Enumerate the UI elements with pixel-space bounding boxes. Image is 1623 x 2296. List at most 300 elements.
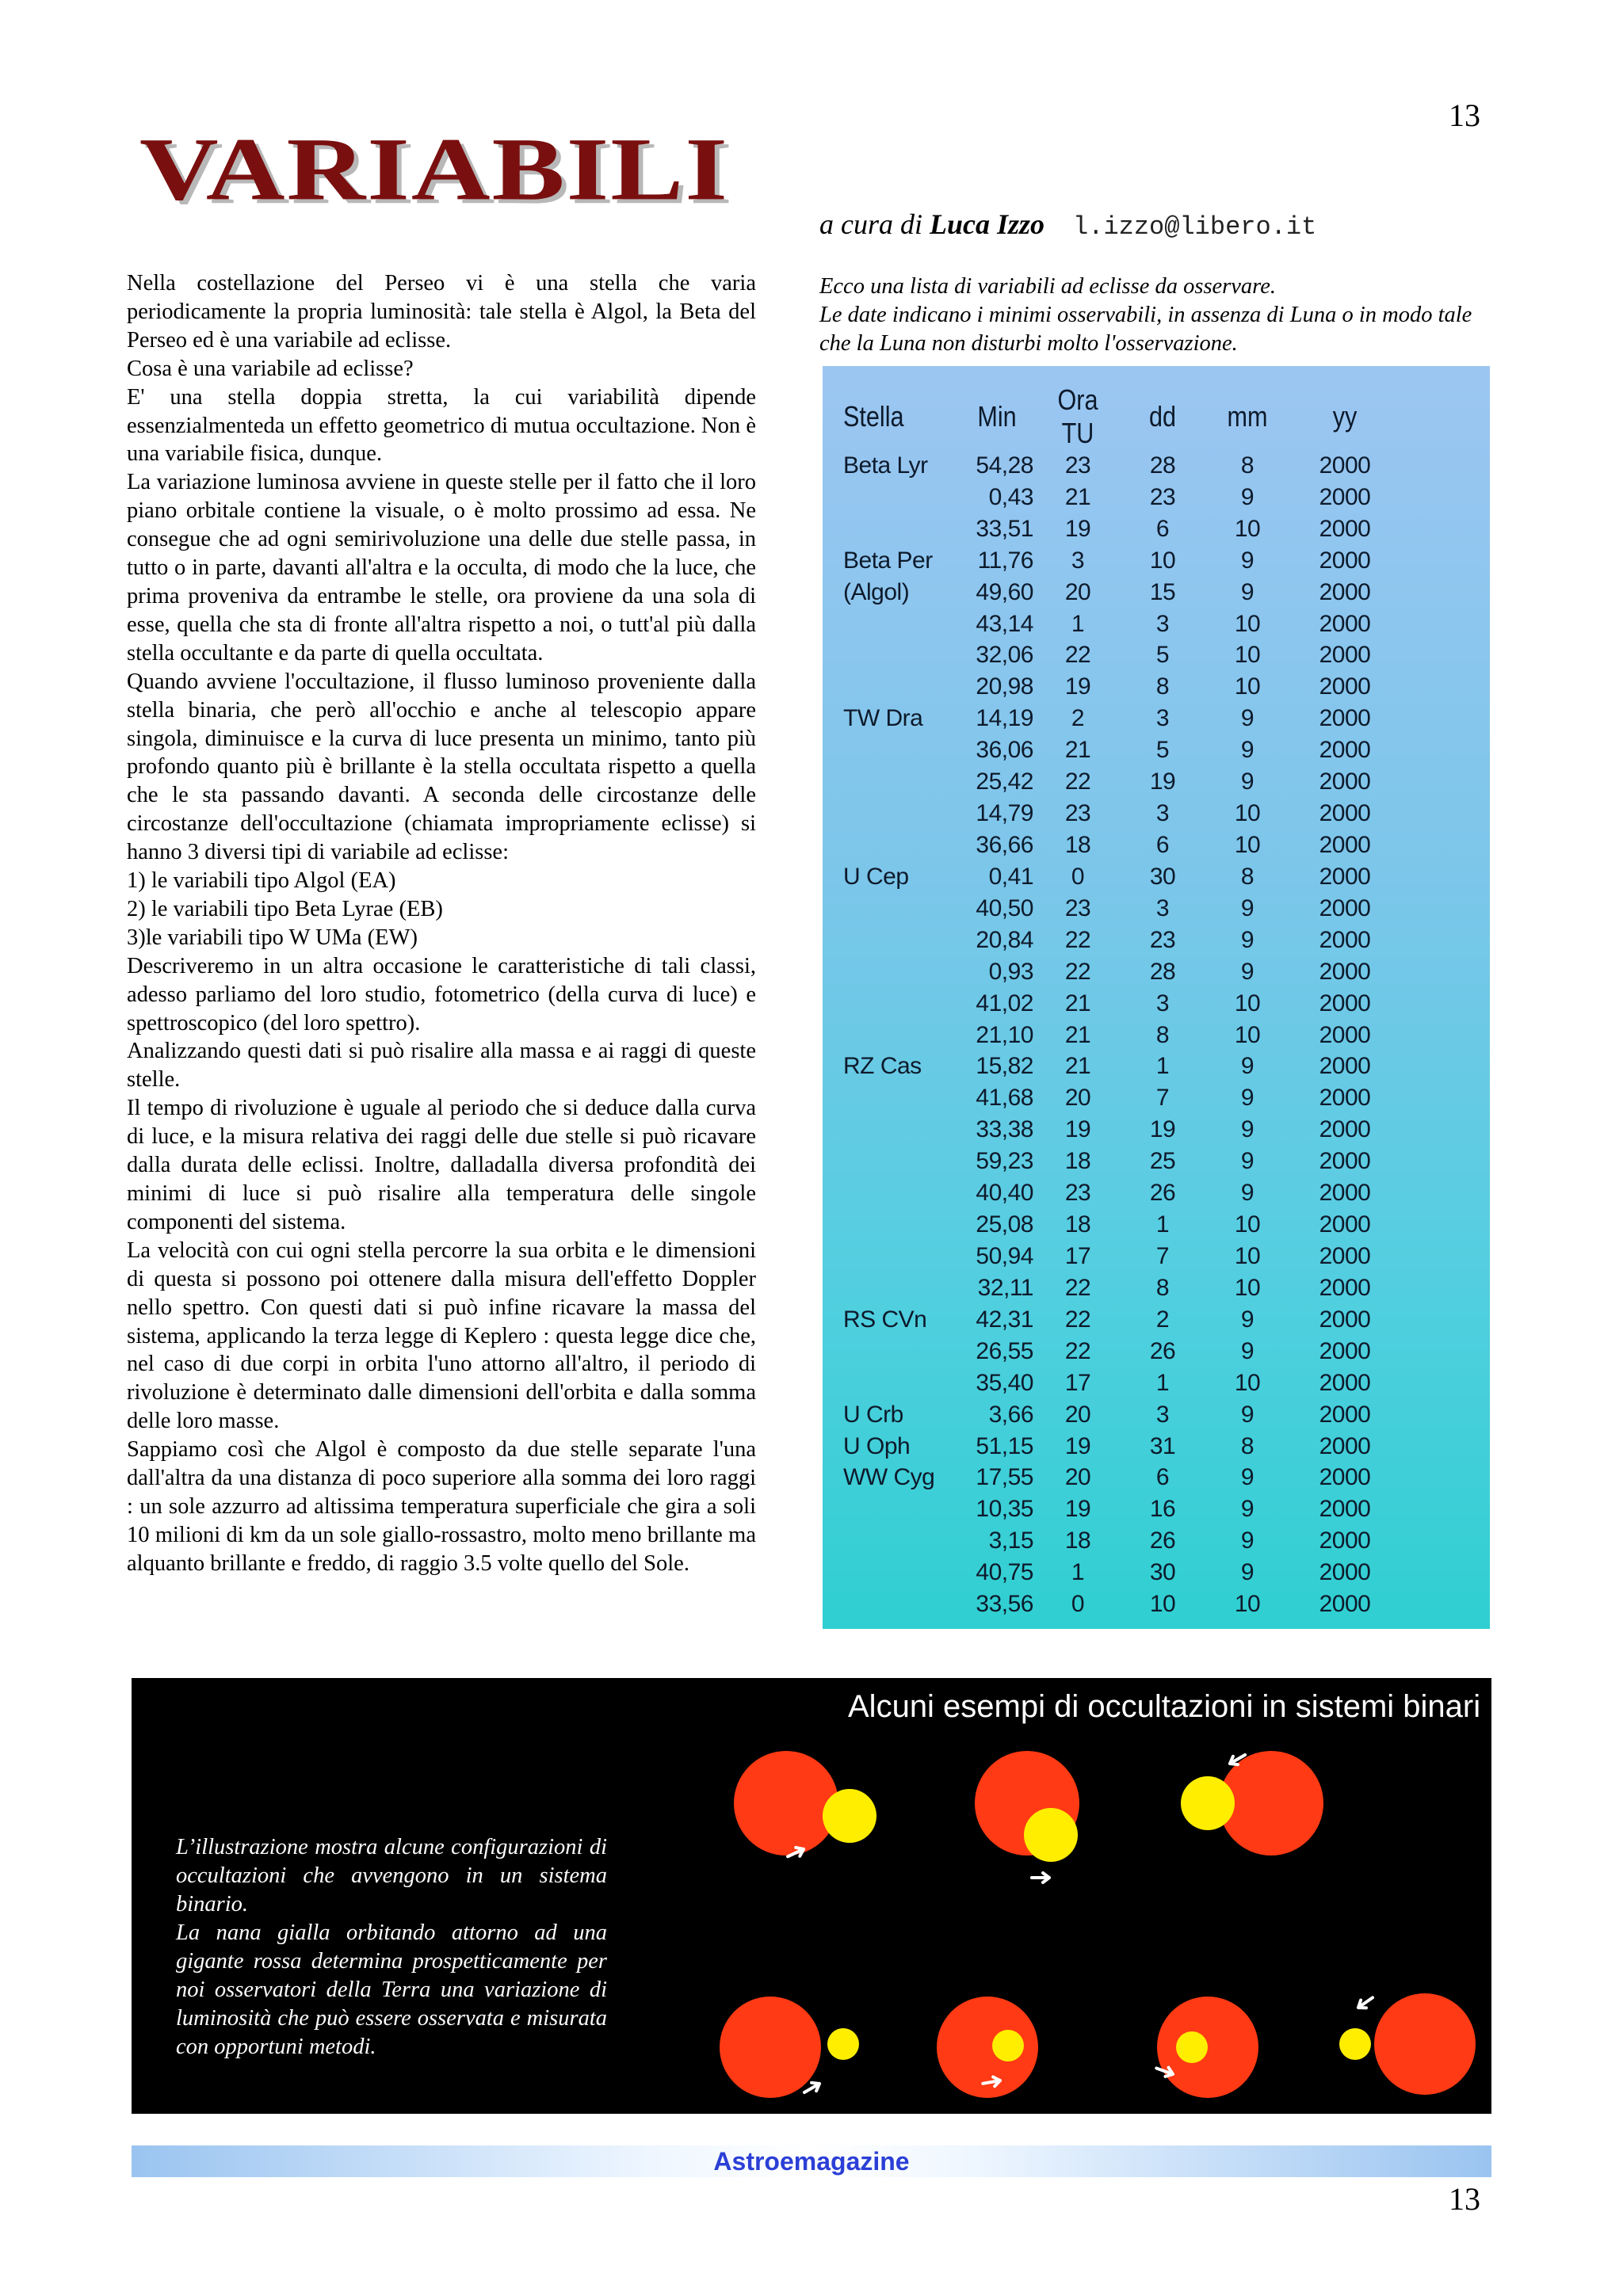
cell-mm: 10 [1234,832,1261,859]
cell-ora-tu: 22 [1064,1337,1091,1364]
cell-yy: 2000 [1319,1559,1371,1586]
table-row [843,513,1409,545]
cell-yy: 2000 [1319,1464,1371,1491]
table-row [843,830,1409,861]
body-paragraph: La velocità con cui ogni stella percorre la sua orbita e le dimensioni di questa si possono poi ottenere dalla misura dell'effetto Doppler nello spettro. Con questi dati si può infine ricavare la massa del sistema, applicando la terza legge di Keplero : questa legge dice che, nel caso di due corpi in orbita l'uno attorno all'altro, il periodo di rivoluzione è determinato dalle dimensioni dell'orbita e dalla somma delle loro masse. [127,1238,756,1434]
cell-min: 36,06 [976,737,1033,764]
cell-ora-tu: 20 [1064,1085,1091,1112]
cell-dd: 30 [1149,863,1176,890]
cell-stella [843,798,949,830]
cell-yy: 2000 [1319,1085,1371,1112]
yellow-dwarf-star [992,2030,1024,2061]
cell-min: 40,50 [976,894,1033,921]
cell-min: 32,11 [977,1274,1033,1301]
cell-ora-tu: 17 [1064,1369,1091,1396]
cell-mm: 10 [1234,800,1261,827]
table-row [843,1177,1409,1209]
intro-line: Ecco una lista di variabili ad eclisse da osservare. [819,274,1276,299]
cell-dd: 28 [1149,958,1176,985]
cell-mm: 9 [1240,1337,1254,1364]
cell-ora-tu: 1 [1071,1559,1085,1586]
cell-yy: 2000 [1319,1401,1371,1428]
table-row [843,988,1409,1020]
cell-yy: 2000 [1319,990,1371,1016]
cell-stella [843,988,949,1020]
header-dd: dd [1148,400,1177,433]
cell-dd: 5 [1155,737,1170,764]
cell-mm: 9 [1240,769,1254,795]
yellow-dwarf-star [1181,1776,1235,1830]
body-paragraph: Quando avviene l'occultazione, il flusso luminoso proveniente dalla stella binaria, che però all'occhio e anche al telescopio appare singola, diminuisce e la curva di luce presenta un minimo, tanto più profondo quanto più è brillante è la stella occultata rispetto a quella che le sta passando davanti. A seconda delle circostanze delle circostanze dell'occultazione (chiamata impropriamente eclisse) si hanno 3 diversi tipi di variabile ad eclisse: [127,669,756,865]
cell-ora-tu: 18 [1064,832,1091,859]
cell-ora-tu: 22 [1064,769,1091,795]
cell-mm: 9 [1240,1085,1254,1112]
table-intro [819,273,1501,358]
cell-yy: 2000 [1319,1180,1371,1207]
table-row [843,1493,1409,1525]
author-email[interactable]: l.izzo@libero.it [1073,212,1317,242]
cell-dd: 6 [1155,515,1170,542]
cell-stella [843,1272,949,1304]
header-ora-tu: Ora TU [1057,383,1098,449]
cell-ora-tu: 22 [1064,926,1091,953]
cell-mm: 9 [1240,958,1254,985]
cell-yy: 2000 [1319,1148,1371,1175]
cell-stella [843,1336,949,1367]
cell-mm: 10 [1234,990,1261,1016]
cell-min: 20,84 [976,926,1033,953]
cell-ora-tu: 17 [1064,1243,1091,1269]
cell-stella [843,1020,949,1051]
table-row [843,1399,1409,1431]
table-row [843,1336,1409,1367]
occultation-diagram [697,1678,1491,2114]
cell-min: 40,75 [976,1559,1033,1586]
cell-yy: 2000 [1319,1369,1371,1396]
cell-mm: 9 [1240,1464,1254,1491]
cell-yy: 2000 [1319,705,1371,732]
cell-stella [843,1146,949,1177]
cell-min: 59,23 [976,1148,1033,1175]
cell-yy: 2000 [1319,800,1371,827]
table-row [843,1082,1409,1114]
cell-dd: 23 [1149,926,1176,953]
table-row [843,577,1409,608]
cell-min: 26,55 [976,1337,1033,1364]
cell-mm: 9 [1240,547,1254,574]
cell-yy: 2000 [1319,1243,1371,1269]
table-row [843,1431,1409,1463]
page-number-bottom: 13 [1449,2181,1480,2217]
cell-stella: Beta Per [843,547,933,574]
cell-dd: 30 [1149,1559,1176,1586]
cell-ora-tu: 20 [1064,578,1091,605]
cell-mm: 10 [1234,642,1261,669]
motion-arrow-icon [1032,1873,1049,1882]
cell-mm: 9 [1240,894,1254,921]
cell-min: 41,68 [976,1085,1033,1112]
cell-yy: 2000 [1319,1053,1371,1080]
yellow-dwarf-star [1024,1808,1078,1862]
cell-min: 0,43 [988,483,1033,510]
yellow-dwarf-star [823,1789,876,1843]
header-min: Min [977,400,1017,433]
body-paragraph: E' una stella doppia stretta, la cui variabilità dipende essenzialmenteda un effetto geometrico di mutua occultazione. Non è una variabile fisica, dunque. [127,384,756,467]
cell-dd: 8 [1155,1274,1170,1301]
cell-stella [843,1114,949,1146]
cell-yy: 2000 [1319,958,1371,985]
intro-line: Le date indicano i minimi osservabili, in assenza di Luna o in modo tale che la Luna non disturbi molto l'osservazione. [819,302,1472,356]
cell-mm: 8 [1240,863,1254,890]
cell-ora-tu: 23 [1064,894,1091,921]
cell-ora-tu: 18 [1064,1527,1091,1554]
cell-ora-tu: 23 [1064,800,1091,827]
table-row [843,1241,1409,1272]
cell-min: 14,79 [976,800,1033,827]
cell-ora-tu: 19 [1064,1116,1091,1143]
cell-stella [843,671,949,703]
cell-yy: 2000 [1319,1337,1371,1364]
cell-dd: 16 [1149,1496,1176,1523]
cell-stella [843,1241,949,1272]
cell-yy: 2000 [1319,610,1371,637]
cell-stella [843,608,949,640]
table-row [843,482,1409,513]
cell-stella [843,734,949,766]
yellow-dwarf-star [827,2028,859,2060]
eclipsing-variables-table [843,383,1409,1620]
table-header-row [843,383,1409,450]
cell-ora-tu: 1 [1071,610,1085,637]
table-row [843,703,1409,734]
body-paragraph: La variazione luminosa avviene in queste stelle per il fatto che il loro piano orbitale contiene la visuale, o è molto prossimo ad essa. Ne consegue che ad ogni semirivoluzione una delle due stelle passa, in tutto o in parte, davanti all'altra e la occulta, di modo che la luce, che prima proveniva da entrambe le stelle, ora proviene da una sola di esse, quella che sta di fronte all'altra rispetto a noi, o tutt'al più dalla stella occultante e da parte di quella occultata. [127,470,756,666]
cell-ora-tu: 3 [1071,547,1085,574]
cell-min: 25,08 [976,1211,1033,1238]
cell-yy: 2000 [1319,832,1371,859]
cell-stella [843,766,949,798]
cell-yy: 2000 [1319,1432,1371,1459]
cell-dd: 1 [1155,1053,1170,1080]
table-row [843,608,1409,640]
cell-ora-tu: 21 [1064,1021,1091,1048]
cell-dd: 3 [1155,800,1170,827]
cell-mm: 10 [1234,1021,1261,1048]
body-paragraph: Sappiamo così che Algol è composto da due stelle separate l'una dall'altra da una distanza di poco superiore alla somma dei loro raggi : un sole azzurro ad altissima temperatura superficiale che gira a soli 10 milioni di km da un sole giallo-rossastro, molto meno brillante ma alquanto brillante e freddo, di raggio 3.5 volte quello del Sole. [127,1437,756,1576]
cell-dd: 6 [1155,832,1170,859]
body-paragraph: Analizzando questi dati si può risalire alla massa e ai raggi di queste stelle. [127,1039,756,1093]
cell-dd: 2 [1155,1306,1170,1333]
cell-stella [843,640,949,672]
article-title: VARIABILI [139,119,730,219]
red-giant-star [1374,1993,1476,2095]
cell-ora-tu: 21 [1064,483,1091,510]
header-stella: Stella [843,400,904,433]
cell-stella [843,830,949,861]
cell-min: 3,15 [988,1527,1033,1554]
cell-min: 15,82 [976,1053,1033,1080]
cell-yy: 2000 [1319,1306,1371,1333]
cell-stella: RS CVn [843,1306,927,1333]
cell-dd: 26 [1149,1527,1176,1554]
cell-dd: 25 [1149,1148,1176,1175]
table-row [843,671,1409,703]
cell-dd: 19 [1149,769,1176,795]
cell-min: 40,40 [976,1180,1033,1207]
byline-prefix: a cura di [819,208,930,240]
cell-mm: 10 [1234,1243,1261,1269]
cell-mm: 9 [1240,1116,1254,1143]
cell-min: 36,66 [976,832,1033,859]
cell-dd: 3 [1155,894,1170,921]
table-row [843,1304,1409,1336]
table-row [843,1557,1409,1589]
yellow-dwarf-star [1176,2031,1208,2063]
cell-stella [843,893,949,925]
cell-stella [843,1493,949,1525]
table-row [843,1020,1409,1051]
table-row [843,1051,1409,1083]
table-row [843,861,1409,893]
table-row [843,766,1409,798]
cell-yy: 2000 [1319,1274,1371,1301]
cell-mm: 9 [1240,578,1254,605]
cell-ora-tu: 22 [1064,1306,1091,1333]
cell-dd: 8 [1155,673,1170,700]
cell-mm: 10 [1234,515,1261,542]
cell-stella [843,956,949,988]
cell-ora-tu: 23 [1064,1180,1091,1207]
cell-mm: 9 [1240,1148,1254,1175]
body-paragraph: 3)le variabili tipo W UMa (EW) [127,925,418,950]
cell-yy: 2000 [1319,1116,1371,1143]
cell-dd: 26 [1149,1180,1176,1207]
byline-author: Luca Izzo [930,208,1045,240]
cell-stella: Beta Lyr [843,452,928,479]
cell-ora-tu: 19 [1064,673,1091,700]
header-yy: yy [1332,400,1358,433]
cell-min: 14,19 [976,705,1033,732]
body-paragraph: Cosa è una variabile ad eclisse? [127,356,414,381]
cell-mm: 9 [1240,1180,1254,1207]
cell-stella [843,513,949,545]
article-body [127,269,756,1578]
cell-yy: 2000 [1319,1211,1371,1238]
cell-ora-tu: 21 [1064,737,1091,764]
cell-stella [843,925,949,956]
cell-dd: 7 [1155,1085,1170,1112]
motion-arrow-icon [1356,1993,1376,2011]
footer-magazine-name: Astroemagazine [713,2147,910,2176]
cell-yy: 2000 [1319,673,1371,700]
cell-dd: 3 [1155,990,1170,1016]
table-row [843,893,1409,925]
cell-dd: 23 [1149,483,1176,510]
table-row [843,956,1409,988]
table-row [843,798,1409,830]
cell-min: 41,02 [976,990,1033,1016]
cell-mm: 10 [1234,1274,1261,1301]
cell-dd: 19 [1149,1116,1176,1143]
cell-dd: 1 [1155,1369,1170,1396]
cell-stella: U Crb [843,1401,903,1428]
cell-min: 33,56 [976,1591,1033,1618]
cell-mm: 8 [1240,452,1254,479]
cell-stella [843,1177,949,1209]
variables-table-panel [823,366,1490,1629]
table-row [843,545,1409,577]
cell-min: 49,60 [976,578,1033,605]
table-row [843,1146,1409,1177]
cell-dd: 1 [1155,1211,1170,1238]
figure-title: Alcuni esempi di occultazioni in sistemi binari [848,1689,1481,1724]
cell-dd: 3 [1155,705,1170,732]
cell-ora-tu: 18 [1064,1148,1091,1175]
cell-min: 10,35 [976,1496,1033,1523]
illustration-caption [176,1833,607,2061]
body-paragraph: 1) le variabili tipo Algol (EA) [127,868,396,894]
cell-dd: 28 [1149,452,1176,479]
cell-dd: 10 [1149,1591,1176,1618]
cell-mm: 9 [1240,1306,1254,1333]
cell-ora-tu: 0 [1071,863,1085,890]
cell-mm: 9 [1240,705,1254,732]
cell-min: 11,76 [977,547,1033,574]
cell-min: 32,06 [976,642,1033,669]
cell-mm: 8 [1240,1432,1254,1459]
cell-ora-tu: 21 [1064,990,1091,1016]
red-giant-star [720,1997,821,2098]
footer-bar [132,2145,1491,2177]
cell-ora-tu: 2 [1071,705,1085,732]
yellow-dwarf-star [1339,2028,1371,2060]
cell-dd: 6 [1155,1464,1170,1491]
cell-ora-tu: 0 [1071,1591,1085,1618]
cell-stella: TW Dra [843,705,923,732]
cell-yy: 2000 [1319,1021,1371,1048]
cell-min: 33,51 [976,515,1033,542]
cell-dd: 15 [1149,578,1176,605]
table-row [843,1209,1409,1241]
occultation-figure [697,1678,1491,2114]
caption-paragraph: La nana gialla orbitando attorno ad una gigante rossa determina prospetticamente per noi osservatori della Terra una variazione di luminosità che può essere osservata e misurata con opportuni metodi. [176,1920,607,2059]
cell-mm: 10 [1234,673,1261,700]
cell-stella: (Algol) [843,578,910,605]
cell-mm: 10 [1234,610,1261,637]
body-paragraph: 2) le variabili tipo Beta Lyrae (EB) [127,896,443,921]
cell-stella [843,1557,949,1589]
cell-yy: 2000 [1319,452,1371,479]
cell-min: 3,66 [988,1401,1033,1428]
page-number-top: 13 [1449,97,1480,133]
cell-stella [843,482,949,513]
occultation-illustration [132,1678,1491,2114]
cell-mm: 9 [1240,926,1254,953]
cell-ora-tu: 23 [1064,452,1091,479]
body-paragraph: Nella costellazione del Perseo vi è una stella che varia periodicamente la propria luminosità: tale stella è Algol, la Beta del Perseo ed è una variabile ad eclisse. [127,271,756,353]
cell-dd: 31 [1149,1432,1176,1459]
cell-min: 21,10 [976,1021,1033,1048]
cell-ora-tu: 19 [1064,515,1091,542]
cell-yy: 2000 [1319,483,1371,510]
cell-stella: U Oph [843,1432,911,1459]
table-row [843,1525,1409,1557]
cell-min: 0,41 [988,863,1033,890]
cell-mm: 9 [1240,483,1254,510]
cell-mm: 9 [1240,1053,1254,1080]
header-mm: mm [1227,400,1268,433]
caption-paragraph: L’illustrazione mostra alcune configurazioni di occultazioni che avvengono in un sistema binario. [176,1835,607,1917]
cell-yy: 2000 [1319,515,1371,542]
cell-ora-tu: 22 [1064,1274,1091,1301]
table-row [843,1589,1409,1620]
cell-stella [843,1082,949,1114]
cell-yy: 2000 [1319,1496,1371,1523]
cell-ora-tu: 18 [1064,1211,1091,1238]
cell-ora-tu: 21 [1064,1053,1091,1080]
red-giant-star [734,1751,838,1855]
cell-dd: 3 [1155,610,1170,637]
cell-dd: 8 [1155,1021,1170,1048]
cell-yy: 2000 [1319,547,1371,574]
cell-yy: 2000 [1319,926,1371,953]
cell-min: 0,93 [988,958,1033,985]
cell-mm: 10 [1234,1211,1261,1238]
cell-mm: 9 [1240,1401,1254,1428]
cell-min: 35,40 [976,1369,1033,1396]
cell-stella: WW Cyg [843,1464,935,1491]
table-row [843,734,1409,766]
table-row [843,640,1409,672]
table-row [843,925,1409,956]
cell-mm: 9 [1240,737,1254,764]
body-paragraph: Descriveremo in un altra occasione le caratteristiche di tali classi, adesso parliamo del loro studio, fotometrico (della curva di luce) e spettroscopico (del loro spettro). [127,953,756,1035]
body-paragraph: Il tempo di rivoluzione è uguale al periodo che si deduce dalla curva di luce, e la misura relativa dei raggi delle due stelle si può ricavare dalla durata delle eclissi. Inoltre, dalladalla diversa profondità dei minimi di luce si può risalire alla temperatura delle singole componenti del sistema. [127,1096,756,1234]
table-row [843,1272,1409,1304]
cell-ora-tu: 19 [1064,1432,1091,1459]
cell-yy: 2000 [1319,863,1371,890]
table-row [843,1367,1409,1399]
cell-stella [843,1525,949,1557]
cell-mm: 10 [1234,1591,1261,1618]
cell-ora-tu: 20 [1064,1464,1091,1491]
cell-stella [843,1589,949,1620]
cell-dd: 7 [1155,1243,1170,1269]
cell-yy: 2000 [1319,894,1371,921]
cell-dd: 5 [1155,642,1170,669]
cell-yy: 2000 [1319,1527,1371,1554]
table-row [843,450,1409,482]
cell-yy: 2000 [1319,769,1371,795]
cell-ora-tu: 22 [1064,958,1091,985]
cell-min: 20,98 [976,673,1033,700]
cell-min: 25,42 [976,769,1033,795]
cell-stella: U Cep [843,863,909,890]
cell-min: 33,38 [976,1116,1033,1143]
cell-yy: 2000 [1319,1591,1371,1618]
cell-mm: 9 [1240,1559,1254,1586]
table-row [843,1463,1409,1494]
cell-ora-tu: 22 [1064,642,1091,669]
cell-yy: 2000 [1319,578,1371,605]
cell-min: 51,15 [976,1432,1033,1459]
cell-min: 17,55 [976,1464,1033,1491]
cell-dd: 10 [1149,547,1176,574]
table-row [843,1114,1409,1146]
cell-stella [843,1209,949,1241]
cell-dd: 26 [1149,1337,1176,1364]
cell-yy: 2000 [1319,737,1371,764]
cell-mm: 9 [1240,1496,1254,1523]
